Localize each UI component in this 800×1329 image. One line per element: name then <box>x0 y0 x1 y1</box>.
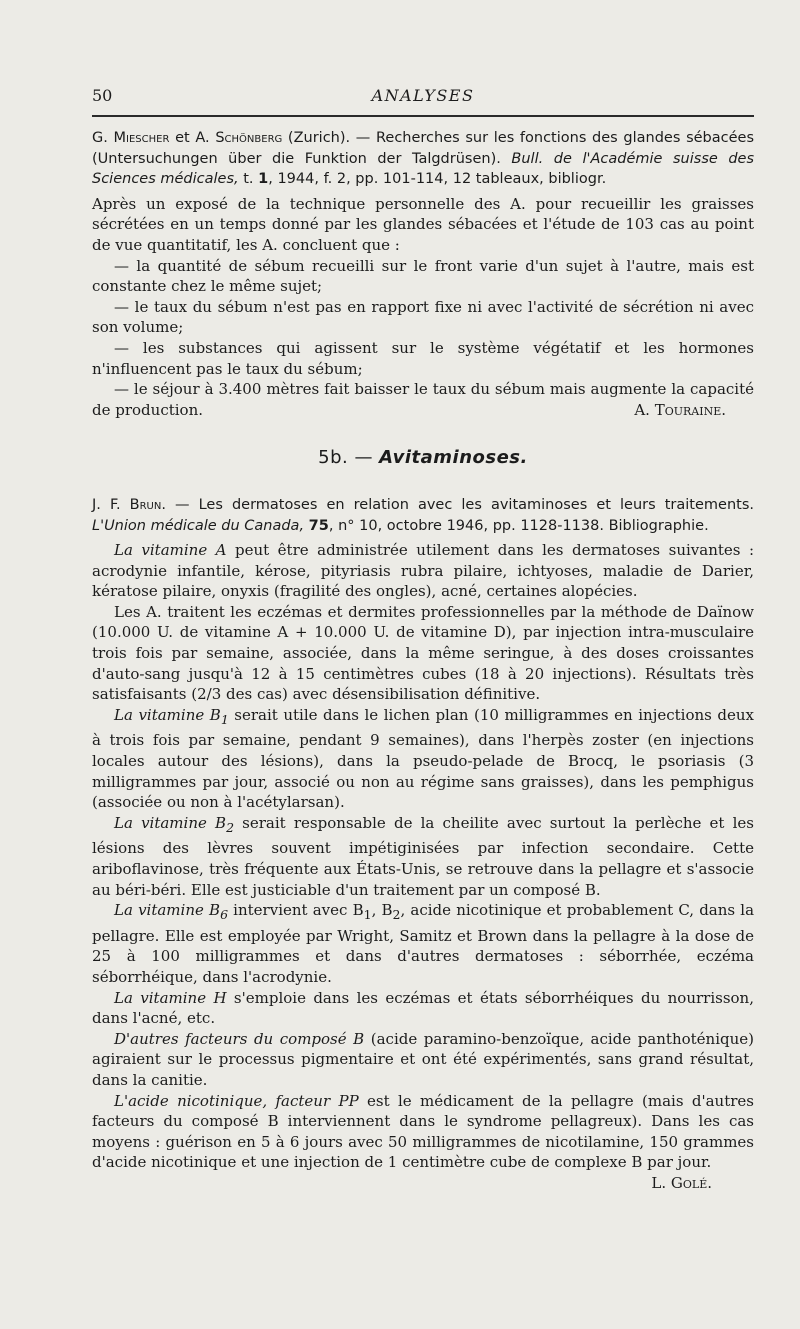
article1-journal: Bull. de l'Académie suisse des Sciences médicales, <box>92 150 755 188</box>
section-number: 5b. — <box>318 447 380 469</box>
lead-vitamin-b2 <box>114 813 235 835</box>
subscript: 2 <box>392 907 401 923</box>
article1-ref: , 1944, f. 2, pp. 101-114, 12 tableaux, bibliogr. <box>268 171 607 188</box>
article1-last-text: — le séjour à 3.400 mètres fait baisser le taux du sébum mais augmente la capacité de production. <box>92 380 754 419</box>
article2-paragraph-nicotinic-acid <box>92 1091 754 1192</box>
author-dash: — <box>165 496 199 513</box>
article2-paragraph-vitamin-b1 <box>92 705 754 813</box>
lead-text: La vitamine B <box>114 901 221 920</box>
lead-nicotinic-acid: L'acide nicotinique, facteur PP <box>114 1091 359 1110</box>
paragraph-text: , acide nicotinique et probablement C, dans la pellagre. Elle est employée par Wright, Samitz et Brown dans la pellagre à la dose de 25 à 100 milligrammes et dans d'autres dermatoses : séborrhée, eczéma séborrhéique, dans l'acrodynie. <box>92 901 755 986</box>
article2-paragraph-vitamin-b2 <box>92 813 754 900</box>
page-number: 50 <box>92 86 113 105</box>
article1-paragraph: — la quantité de sébum recueilli sur le front varie d'un sujet à l'autre, mais est constante chez le même sujet; <box>92 256 754 296</box>
page-header <box>92 86 754 108</box>
paragraph-text: serait responsable de la cheilite avec surtout la perlèche et les lésions des lèvres souvent impétiginisées par infection secondaire. Cette ariboflavinose, très fréquente aux États-Unis, se retrouve dans la pellagre et s'associe au béri-béri. Elle est justiciable d'un traitement par un composé B. <box>92 813 755 899</box>
article2-title: Les dermatoses en relation avec les avitaminoses et leurs traitements. <box>198 496 754 513</box>
article1-last-paragraph <box>92 379 754 420</box>
author-schonberg: Schönberg <box>215 130 283 146</box>
subscript: 1 <box>363 907 372 923</box>
section-title: Avitaminoses. <box>379 447 528 469</box>
paragraph-text: intervient avec B <box>228 901 364 920</box>
paragraph-text: serait utile dans le lichen plan (10 milligrammes en injections deux à trois fois par semaine, pendant 9 semaines), dans l'herpès zoster (en injections locales autour des lésions), dans la pseudo-pelade de Brocq, le psoriasis (3 milligrammes par jour, associé ou non au régime sans graisses), dans les pemphigus (associée ou non à l'acétylarsan). <box>92 705 754 812</box>
author-miescher: G. Miescher <box>92 130 170 146</box>
subscript: 6 <box>220 907 229 923</box>
article2-ref: , n° 10, octobre 1946, pp. 1128-1138. Bibliographie. <box>328 517 709 534</box>
lead-text: La vitamine B <box>114 813 227 832</box>
article2-journal: L'Union médicale du Canada, <box>92 517 305 534</box>
lead-vitamin-a: La vitamine A <box>114 541 227 560</box>
article1-paragraph: — les substances qui agissent sur le système végétatif et les hormones n'influencent pas le taux du sébum; <box>92 338 754 378</box>
article2-citation <box>92 495 754 536</box>
paragraph-text: est le médicament de la pellagre (mais d'autres facteurs du composé B interviennent dans le syndrome pellagreux). Dans les cas moyens : guérison en 5 à 6 jours avec 50 milligrammes de nicotilamine, 150 grammes d'acide nicotinique et une injection de 1 centimètre cube de complexe B par jour. <box>92 1091 754 1172</box>
article1-citation <box>92 128 754 190</box>
paragraph-text: peut être administrée utilement dans les dermatoses suivantes : acrodynie infantile, kérose, pityriasis rubra pilaire, ichtyoses, maladie de Darier, kératose pilaire, onyxis (fragilité des ongles), acné, certaines alopécies. <box>92 541 755 601</box>
lead-text: La vitamine B <box>114 705 221 724</box>
paragraph-text: s'emploie dans les eczémas et états séborrhéiques du nourrisson, dans l'acné, etc. <box>92 988 754 1028</box>
article1-signature: A. Touraine. <box>634 400 726 419</box>
page-content <box>92 128 754 1194</box>
lead-vitamin-h: La vitamine H <box>114 988 227 1007</box>
article2-paragraph-vitamin-b6 <box>92 900 754 987</box>
article1-volume: 1 <box>258 171 269 188</box>
article1-paragraph: Après un exposé de la technique personnelle des A. pour recueillir les graisses sécrétées en un temps donné par les glandes sébacées et l'étude de 103 cas au point de vue quantitatif, les A. concluent que : <box>92 194 754 254</box>
article1-title: Recherches sur les fonctions des glandes sébacées (Untersuchungen über die Funktion der Talgdrüsen). <box>92 130 754 167</box>
paragraph-text: , B <box>371 901 393 920</box>
article1-paragraph: — le taux du sébum n'est pas en rapport fixe ni avec l'activité de sécrétion ni avec son volume; <box>92 297 754 337</box>
article2-signature: L. Golé. <box>651 1173 712 1192</box>
lead-vitamin-b6 <box>114 901 229 923</box>
article2-volume: 75 <box>308 517 329 534</box>
article2-paragraph-eczema: Les A. traitent les eczémas et dermites professionnelles par la méthode de Daïnow (10.000 U. de vitamine A + 10.000 U. de vitamine D), par injection intra-musculaire trois fois par semaine, associée, dans la même seringue, à des doses croissantes d'auto-sang jusqu'à 12 à 15 centimètres cubes (18 à 20 injections). Résultats très satisfaisants (2/3 des cas) avec désensibilisation définitive. <box>92 602 754 704</box>
subscript: 1 <box>220 711 229 727</box>
author-connector: et A. <box>169 130 216 146</box>
author-location: (Zurich). — <box>282 130 376 146</box>
header-rule <box>92 115 754 117</box>
lead-vitamin-b1 <box>114 705 229 727</box>
subscript: 2 <box>226 819 235 835</box>
article2-paragraph-other-factors <box>92 1029 754 1091</box>
lead-other-factors: D'autres facteurs du composé B <box>114 1029 365 1048</box>
paragraph-text: (acide paramino-benzoïque, acide panthoténique) agiraient sur le processus pigmentaire et ont été expérimentés, sans grand résultat, dans la canitie. <box>92 1029 754 1089</box>
running-title: ANALYSES <box>371 86 475 105</box>
author-brun: J. F. Brun. <box>92 496 166 513</box>
article2-paragraph-vitamin-h <box>92 988 754 1029</box>
article1-ref-t: t. <box>238 171 259 188</box>
article2-paragraph-vitamin-a <box>92 540 754 602</box>
section-heading <box>92 448 754 469</box>
